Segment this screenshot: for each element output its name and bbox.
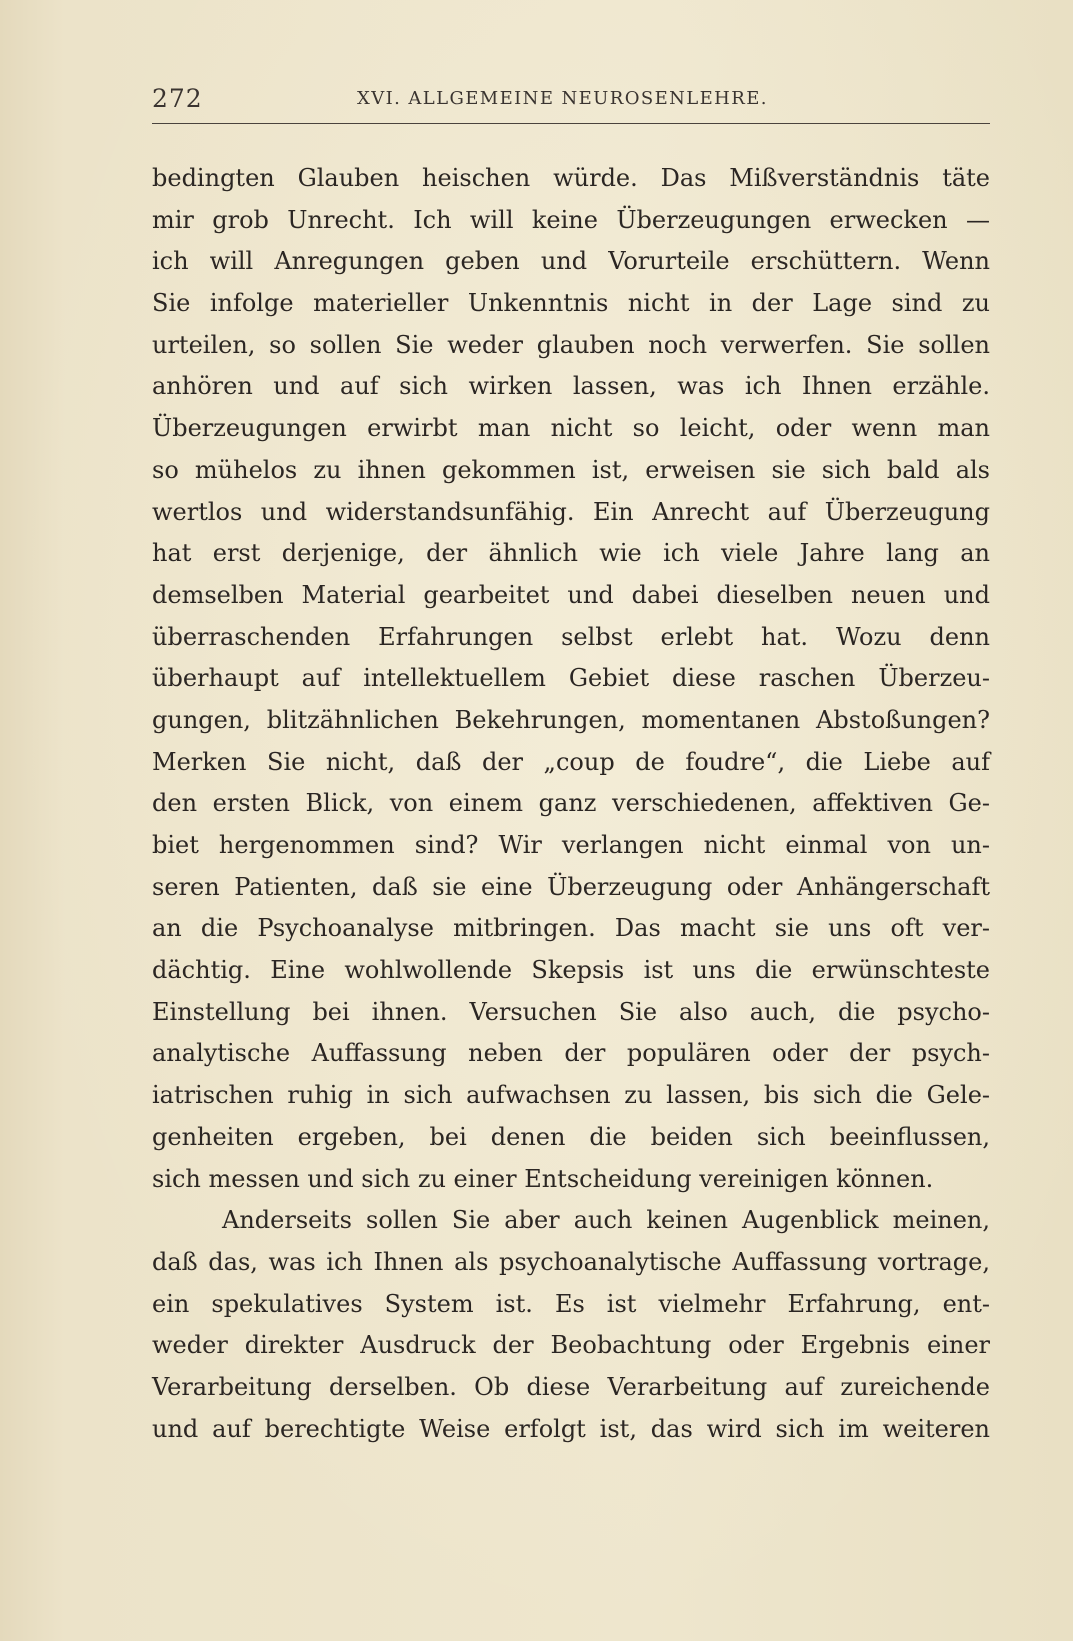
text-line: daß das, was ich Ihnen als psychoanalytische Auffassung vortrage, <box>152 1247 990 1276</box>
paragraph <box>152 158 990 1200</box>
text-line: analytische Auffassung neben der populären oder der psych- <box>152 1039 990 1068</box>
text-line: so mühelos zu ihnen gekommen ist, erweisen sie sich bald als <box>152 455 990 484</box>
text-line: dächtig. Eine wohlwollende Skepsis ist uns die erwünschteste <box>152 956 990 985</box>
text-line: überhaupt auf intellektuellem Gebiet diese raschen Überzeu- <box>152 664 990 693</box>
text-line: gungen, blitzähnlichen Bekehrungen, momentanen Abstoßungen? <box>152 705 990 734</box>
text-line: seren Patienten, daß sie eine Überzeugung oder Anhängerschaft <box>152 872 990 901</box>
paragraph <box>152 1200 990 1450</box>
text-line: Sie infolge materieller Unkenntnis nicht in der Lage sind zu <box>152 289 990 318</box>
text-line: Verarbeitung derselben. Ob diese Verarbeitung auf zureichende <box>152 1372 990 1401</box>
text-line: mir grob Unrecht. Ich will keine Überzeugungen erwecken — <box>152 205 990 234</box>
text-line: genheiten ergeben, bei denen die beiden sich beeinflussen, <box>152 1122 990 1151</box>
text-line: anhören und auf sich wirken lassen, was ich Ihnen erzähle. <box>152 372 990 401</box>
text-line: und auf berechtigte Weise erfolgt ist, das wird sich im weiteren <box>152 1414 990 1443</box>
text-line: an die Psychoanalyse mitbringen. Das macht sie uns oft ver- <box>152 914 990 943</box>
text-line: demselben Material gearbeitet und dabei dieselben neuen und <box>152 580 990 609</box>
text-line: bedingten Glauben heischen würde. Das Mißverständnis täte <box>152 164 990 192</box>
text-line: wertlos und widerstandsunfähig. Ein Anrecht auf Überzeugung <box>152 497 990 526</box>
text-line: Merken Sie nicht, daß der „coup de foudre“, die Liebe auf <box>152 747 990 776</box>
text-line: hat erst derjenige, der ähnlich wie ich viele Jahre lang an <box>152 539 990 568</box>
text-line: ein spekulatives System ist. Es ist vielmehr Erfahrung, ent- <box>152 1289 990 1318</box>
text-line: biet hergenommen sind? Wir verlangen nicht einmal von un- <box>152 831 990 859</box>
text-line: Überzeugungen erwirbt man nicht so leicht, oder wenn man <box>152 414 990 443</box>
text-line: weder direkter Ausdruck der Beobachtung oder Ergebnis einer <box>152 1331 990 1360</box>
running-head: XVI. ALLGEMEINE NEUROSENLEHRE. <box>357 88 768 109</box>
page-number: 272 <box>152 84 203 113</box>
text-line: urteilen, so sollen Sie weder glauben noch verwerfen. Sie sollen <box>152 330 990 359</box>
body-text <box>152 158 990 1450</box>
text-line: den ersten Blick, von einem ganz verschiedenen, affektiven Ge- <box>152 789 990 818</box>
text-line: iatrischen ruhig in sich aufwachsen zu lassen, bis sich die Gele- <box>152 1081 990 1110</box>
header-rule <box>152 123 990 124</box>
text-line: überraschenden Erfahrungen selbst erlebt hat. Wozu denn <box>152 622 990 651</box>
text-line: sich messen und sich zu einer Entscheidung vereinigen können. <box>152 1164 934 1193</box>
page-header <box>152 84 990 120</box>
text-line: Anderseits sollen Sie aber auch keinen Augenblick meinen, <box>222 1206 990 1235</box>
text-line: ich will Anregungen geben und Vorurteile erschüttern. Wenn <box>152 247 990 276</box>
text-line: Einstellung bei ihnen. Versuchen Sie also auch, die psycho- <box>152 997 990 1026</box>
